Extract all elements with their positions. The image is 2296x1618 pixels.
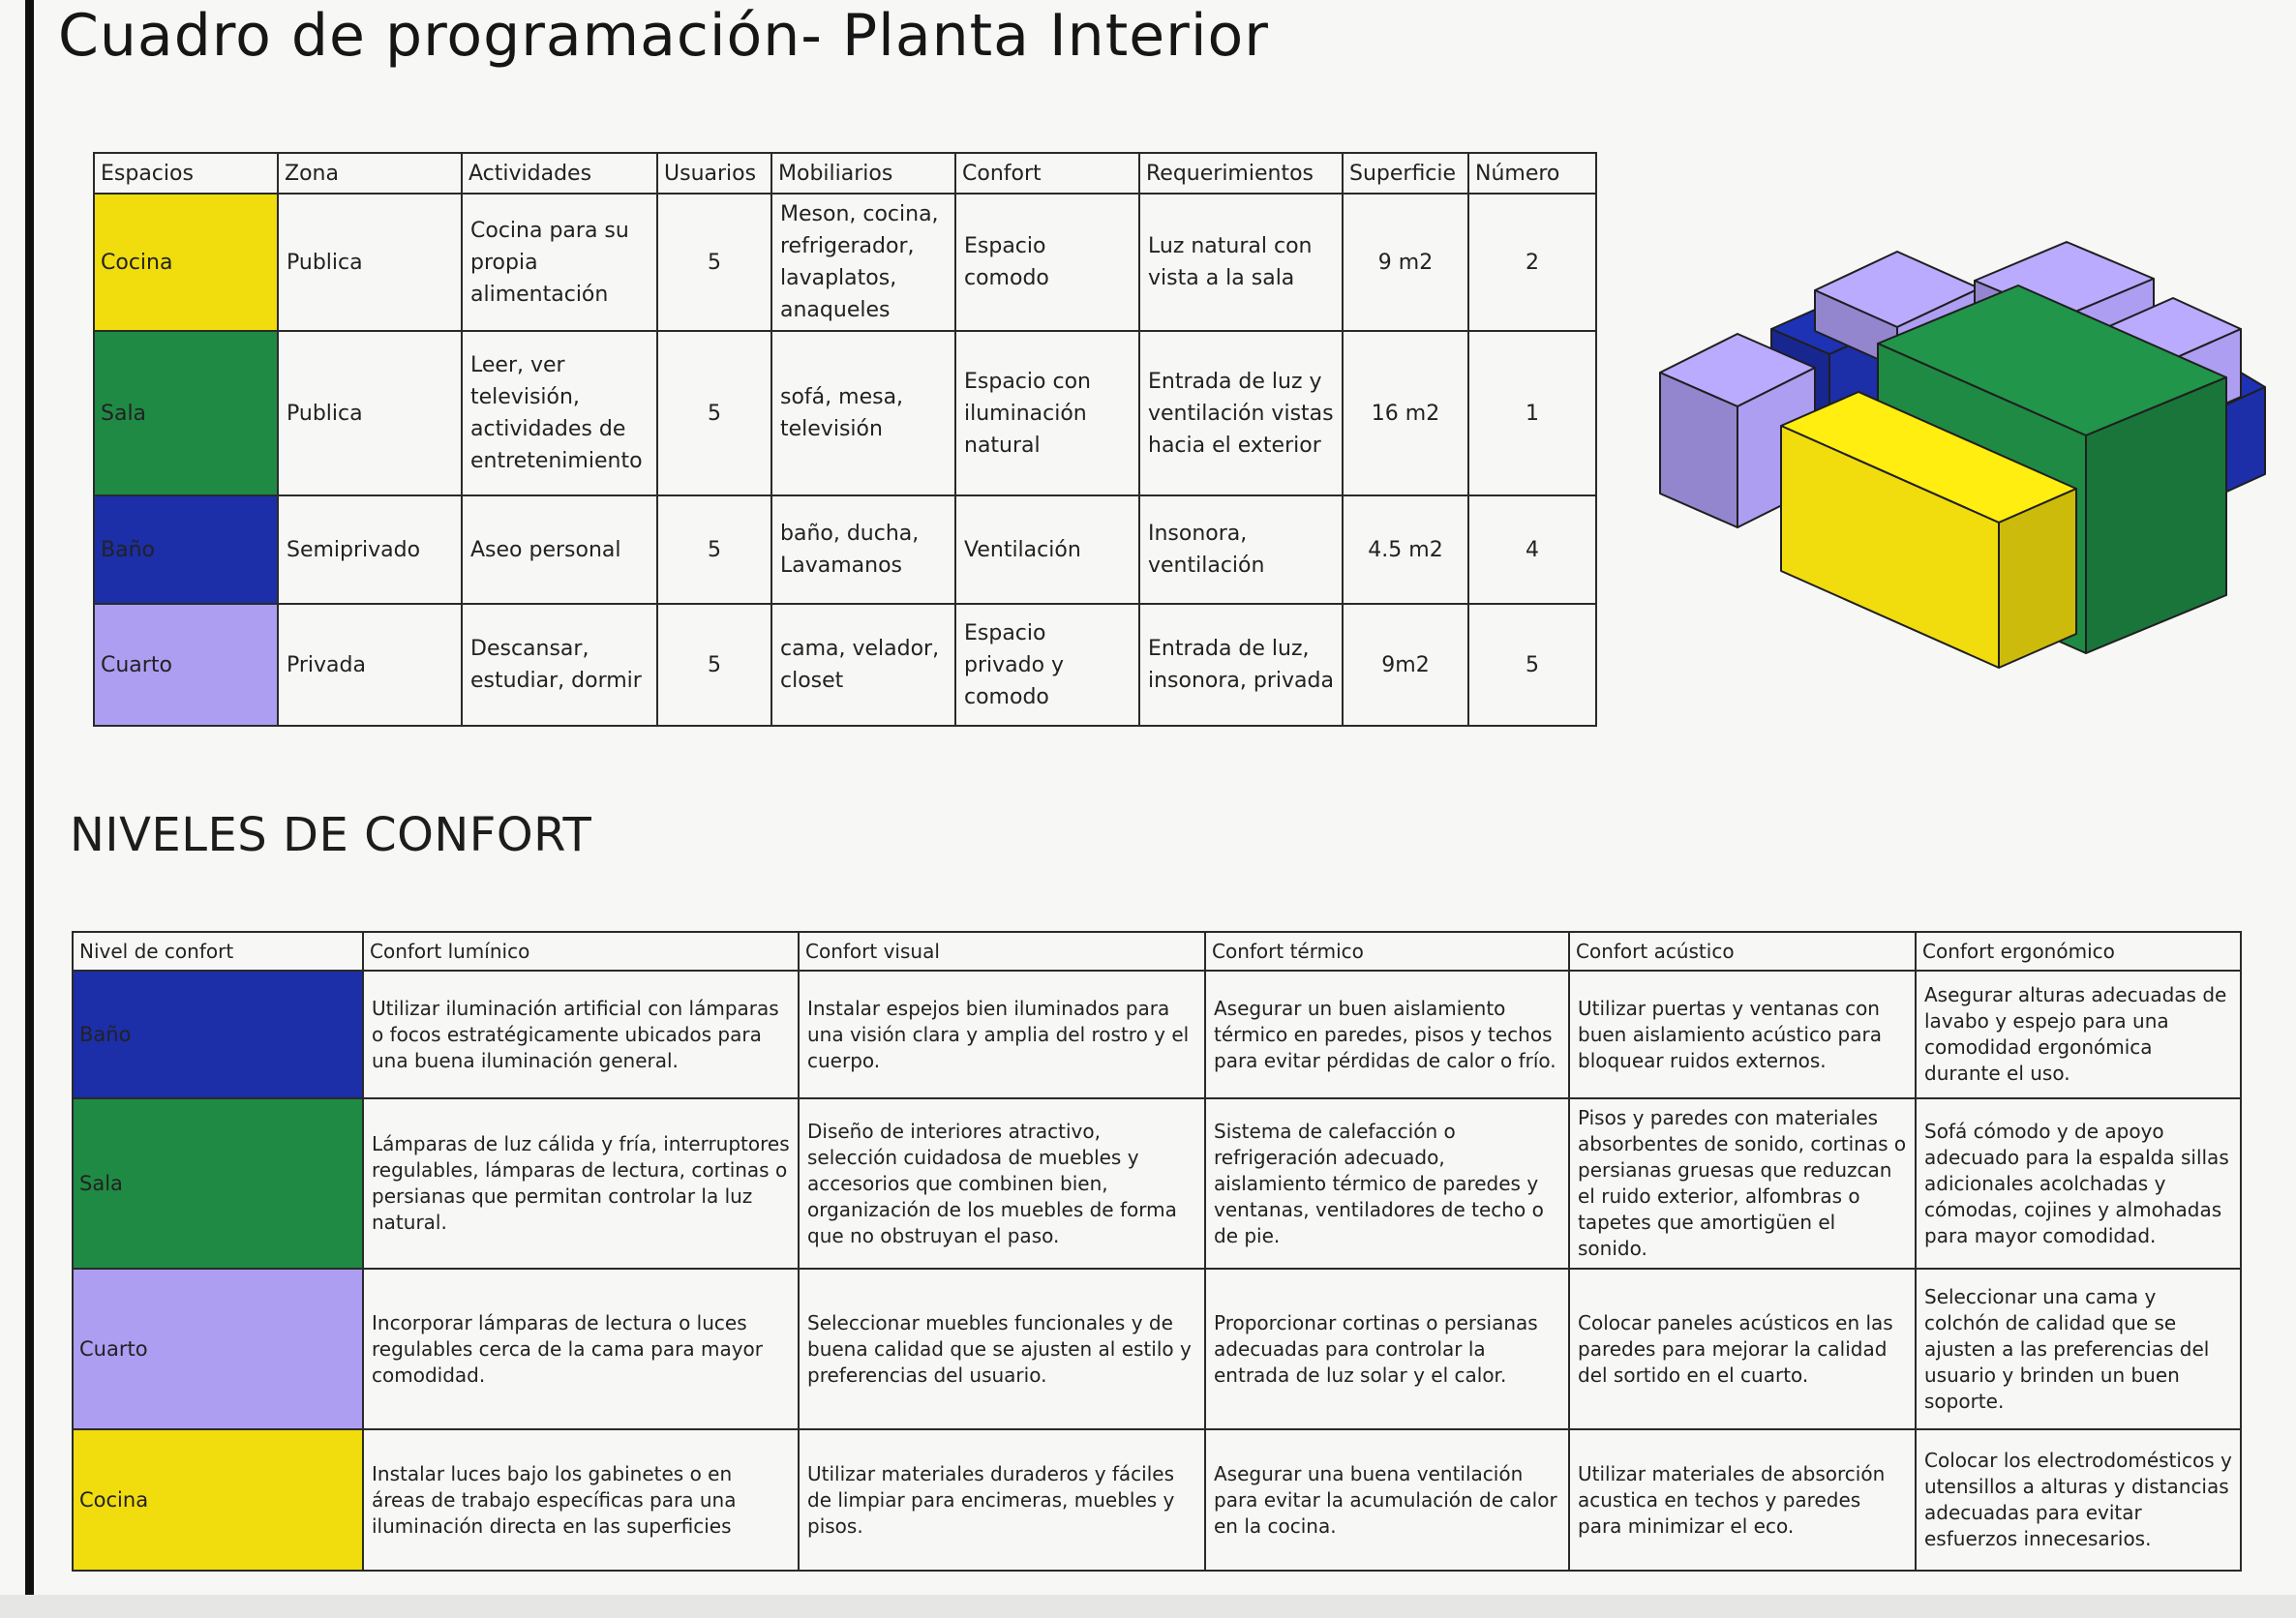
ergonomico-cell: Seleccionar una cama y colchón de calidad que se ajusten a las preferencias del usuario y brinden un buen soporte.: [1916, 1269, 2241, 1429]
page-title: Cuadro de programación- Planta Interior: [58, 2, 1269, 70]
requerimientos-cell: Luz natural con vista a la sala: [1139, 194, 1343, 331]
zona-cell: Privada: [278, 604, 462, 726]
usuarios-cell: 5: [657, 194, 771, 331]
header-visual: Confort visual: [799, 932, 1205, 971]
mobiliarios-cell: cama, velador, closet: [771, 604, 955, 726]
ergonomico-cell: Colocar los electrodomésticos y utensillos a alturas y distancias adecuadas para evitar esfuerzos innecesarios.: [1916, 1429, 2241, 1571]
usuarios-cell: 5: [657, 495, 771, 604]
header-termico: Confort térmico: [1205, 932, 1569, 971]
header-zona: Zona: [278, 153, 462, 194]
comfort-header-row: [73, 932, 2241, 971]
header-superficie: Superficie: [1343, 153, 1468, 194]
paper-bottom-edge: [0, 1595, 2296, 1618]
confort-cell: Espacio privado y comodo: [955, 604, 1139, 726]
header-nivel: Nivel de confort: [73, 932, 363, 971]
header-espacios: Espacios: [94, 153, 278, 194]
programming-header-row: [94, 153, 1596, 194]
termico-cell: Proporcionar cortinas o persianas adecuadas para controlar la entrada de luz solar y el calor.: [1205, 1269, 1569, 1429]
acustico-cell: Pisos y paredes con materiales absorbentes de sonido, cortinas o persianas gruesas que reduzcan el ruido exterior, alfombras o tapetes que amortigüen el sonido.: [1569, 1098, 1916, 1269]
table-row: [94, 604, 1596, 726]
table-row: [94, 331, 1596, 495]
numero-cell: 5: [1468, 604, 1596, 726]
mobiliarios-cell: Meson, cocina, refrigerador, lavaplatos, anaqueles: [771, 194, 955, 331]
table-row: [94, 194, 1596, 331]
header-requerimientos: Requerimientos: [1139, 153, 1343, 194]
numero-cell: 4: [1468, 495, 1596, 604]
header-actividades: Actividades: [462, 153, 657, 194]
visual-cell: Seleccionar muebles funcionales y de buena calidad que se ajusten al estilo y preferencias del usuario.: [799, 1269, 1205, 1429]
confort-cell: Espacio comodo: [955, 194, 1139, 331]
visual-cell: Instalar espejos bien iluminados para una visión clara y amplia del rostro y el cuerpo.: [799, 971, 1205, 1098]
space-cell-bano: Baño: [94, 495, 278, 604]
space-cell-cuarto: Cuarto: [73, 1269, 363, 1429]
ergonomico-cell: Sofá cómodo y de apoyo adecuado para la espalda sillas adicionales acolchadas y cómodas, cojines y almohadas para mayor comodidad.: [1916, 1098, 2241, 1269]
table-row: [73, 1269, 2241, 1429]
header-acustico: Confort acústico: [1569, 932, 1916, 971]
header-luminico: Confort lumínico: [363, 932, 799, 971]
table-row: [73, 1429, 2241, 1571]
header-confort: Confort: [955, 153, 1139, 194]
termico-cell: Asegurar un buen aislamiento térmico en paredes, pisos y techos para evitar pérdidas de calor o frío.: [1205, 971, 1569, 1098]
actividades-cell: Cocina para su propia alimentación: [462, 194, 657, 331]
mobiliarios-cell: sofá, mesa, televisión: [771, 331, 955, 495]
space-cell-bano: Baño: [73, 971, 363, 1098]
section-title-niveles: NIVELES DE CONFORT: [70, 808, 592, 862]
header-usuarios: Usuarios: [657, 153, 771, 194]
numero-cell: 1: [1468, 331, 1596, 495]
superficie-cell: 9m2: [1343, 604, 1468, 726]
usuarios-cell: 5: [657, 604, 771, 726]
termico-cell: Asegurar una buena ventilación para evitar la acumulación de calor en la cocina.: [1205, 1429, 1569, 1571]
comfort-levels-table: [72, 931, 2242, 1572]
luminico-cell: Instalar luces bajo los gabinetes o en áreas de trabajo específicas para una iluminación directa en las superficies: [363, 1429, 799, 1571]
usuarios-cell: 5: [657, 331, 771, 495]
visual-cell: Diseño de interiores atractivo, selección cuidadosa de muebles y accesorios que combinen bien, organización de los muebles de forma que no obstruyan el paso.: [799, 1098, 1205, 1269]
space-cell-cocina: Cocina: [94, 194, 278, 331]
requerimientos-cell: Entrada de luz y ventilación vistas hacia el exterior: [1139, 331, 1343, 495]
confort-cell: Espacio con iluminación natural: [955, 331, 1139, 495]
superficie-cell: 16 m2: [1343, 331, 1468, 495]
zona-cell: Publica: [278, 194, 462, 331]
header-ergonomico: Confort ergonómico: [1916, 932, 2241, 971]
visual-cell: Utilizar materiales duraderos y fáciles de limpiar para encimeras, muebles y pisos.: [799, 1429, 1205, 1571]
luminico-cell: Lámparas de luz cálida y fría, interruptores regulables, lámparas de lectura, cortinas o persianas que permitan controlar la luz natural.: [363, 1098, 799, 1269]
table-row: [73, 971, 2241, 1098]
requerimientos-cell: Entrada de luz, insonora, privada: [1139, 604, 1343, 726]
space-cell-cocina: Cocina: [73, 1429, 363, 1571]
numero-cell: 2: [1468, 194, 1596, 331]
table-row: [73, 1098, 2241, 1269]
acustico-cell: Utilizar materiales de absorción acustica en techos y paredes para minimizar el eco.: [1569, 1429, 1916, 1571]
actividades-cell: Aseo personal: [462, 495, 657, 604]
isometric-massing-diagram: [1646, 232, 2296, 687]
luminico-cell: Utilizar iluminación artificial con lámparas o focos estratégicamente ubicados para una buena iluminación general.: [363, 971, 799, 1098]
programming-table: [93, 152, 1597, 727]
superficie-cell: 4.5 m2: [1343, 495, 1468, 604]
confort-cell: Ventilación: [955, 495, 1139, 604]
header-numero: Número: [1468, 153, 1596, 194]
zona-cell: Publica: [278, 331, 462, 495]
acustico-cell: Utilizar puertas y ventanas con buen aislamiento acústico para bloquear ruidos externos.: [1569, 971, 1916, 1098]
zona-cell: Semiprivado: [278, 495, 462, 604]
requerimientos-cell: Insonora, ventilación: [1139, 495, 1343, 604]
left-margin-rule: [25, 0, 34, 1618]
ergonomico-cell: Asegurar alturas adecuadas de lavabo y espejo para una comodidad ergonómica durante el uso.: [1916, 971, 2241, 1098]
luminico-cell: Incorporar lámparas de lectura o luces regulables cerca de la cama para mayor comodidad.: [363, 1269, 799, 1429]
space-cell-sala: Sala: [94, 331, 278, 495]
actividades-cell: Descansar, estudiar, dormir: [462, 604, 657, 726]
superficie-cell: 9 m2: [1343, 194, 1468, 331]
acustico-cell: Colocar paneles acústicos en las paredes para mejorar la calidad del sortido en el cuarto.: [1569, 1269, 1916, 1429]
space-cell-cuarto: Cuarto: [94, 604, 278, 726]
header-mobiliarios: Mobiliarios: [771, 153, 955, 194]
actividades-cell: Leer, ver televisión, actividades de entretenimiento: [462, 331, 657, 495]
termico-cell: Sistema de calefacción o refrigeración adecuado, aislamiento térmico de paredes y ventanas, ventiladores de techo o de pie.: [1205, 1098, 1569, 1269]
mobiliarios-cell: baño, ducha, Lavamanos: [771, 495, 955, 604]
space-cell-sala: Sala: [73, 1098, 363, 1269]
table-row: [94, 495, 1596, 604]
